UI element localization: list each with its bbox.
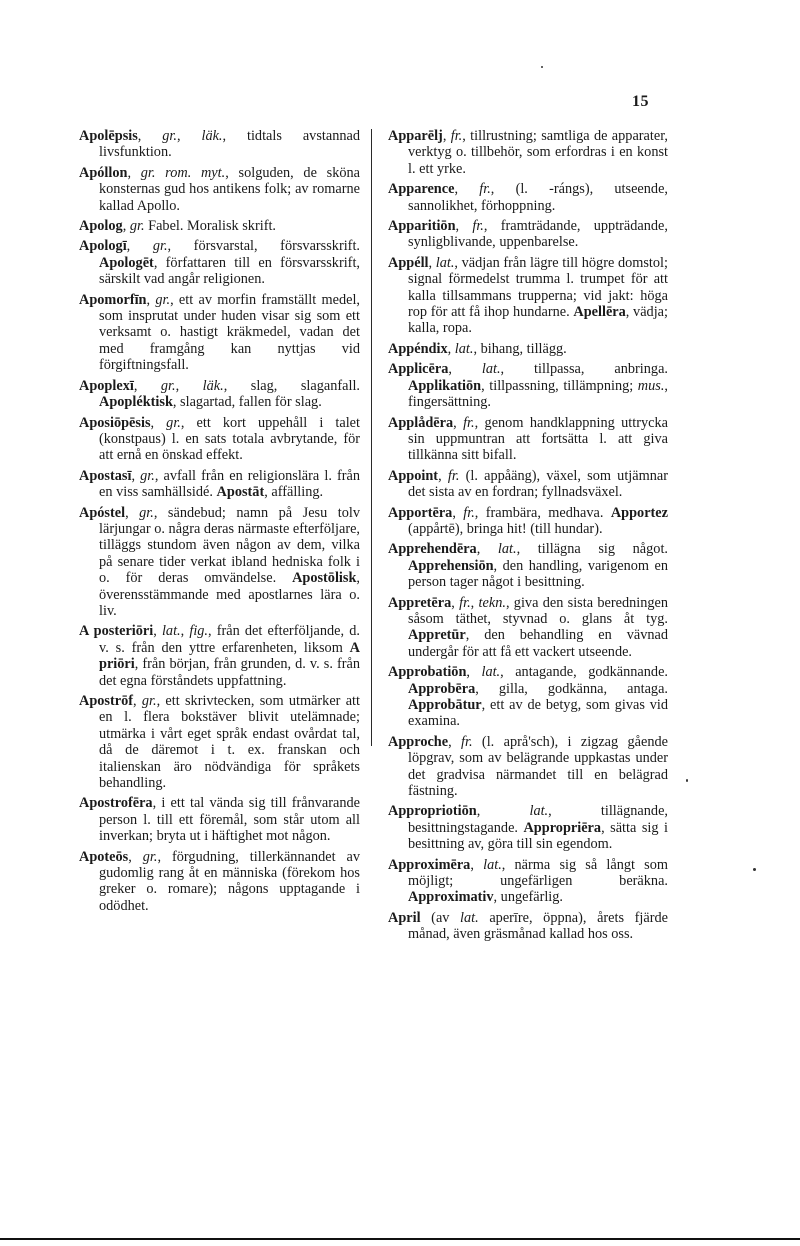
entry-text: , affälling.	[264, 484, 324, 501]
abbreviation: gr. rom. myt.	[140, 164, 226, 181]
entry-text: (l. appåäng), växel, som utjämnar det sista av en fordran; fyllnadsväxel.	[408, 467, 669, 501]
entry-text: , försvarstal, försvarsskrift.	[167, 238, 360, 255]
entry-text: ,	[153, 623, 162, 640]
entry-text: ,	[127, 164, 141, 181]
abbreviation: fr.	[447, 467, 460, 484]
headword: Apóllon	[79, 164, 128, 181]
abbreviation: lat.	[460, 909, 479, 926]
entry-text: ,	[448, 361, 482, 378]
abbreviation: fr.	[463, 504, 475, 521]
entry-text: , (l. -rángs), utseende, sannolikhet, förhoppning.	[408, 181, 668, 214]
abbreviation: gr.	[141, 693, 157, 709]
entry-text: , tillpassning, tillämpning;	[481, 377, 638, 394]
dictionary-entry	[79, 693, 360, 791]
dictionary-entry	[388, 361, 668, 410]
headword: Approximēra	[388, 856, 471, 873]
headword: Applicēra	[388, 361, 449, 378]
headword: Apóstel	[79, 504, 126, 521]
entry-text: , överensstämmande med apostlarnes lära o. liv.	[99, 570, 360, 619]
headword: Apparence	[388, 181, 455, 198]
entry-text: ,	[476, 541, 498, 558]
abbreviation: lat.	[454, 340, 474, 357]
entry-text: , närma sig så långt som möjligt; ungefärligen beräkna.	[408, 856, 668, 890]
entry-text: , slag, slaganfall.	[223, 377, 360, 394]
headword: Apprehendēra	[388, 541, 477, 558]
entry-text: ,	[122, 218, 130, 235]
entry-text: , tidtals avstannad livsfunktion.	[99, 128, 360, 161]
entry-text: , antagande, godkännande.	[500, 664, 668, 681]
entry-text: , ett kort uppehåll i talet (konstpaus) l. en sats totala avbrytande, för att ernå en önskad effekt.	[99, 414, 360, 464]
entry-text: , solguden, de sköna konsternas gud hos antikens folk; av romarne kallad Apollo.	[99, 164, 360, 214]
entry-text: , ett av morfin framställt medel, som insprutat under huden visar sig som ett verksamt o. hastigt kräkmedel, vadan det med framgång kan nyttjas vid förgiftningsfall.	[99, 291, 361, 374]
dictionary-entry	[79, 505, 360, 620]
entry-text: , ungefärlig.	[493, 889, 564, 906]
entry-text: ,	[451, 594, 460, 611]
entry-text: (appårtē), bringa hit! (till hundar).	[408, 520, 603, 537]
entry-text: , slagartad, fallen för slag.	[172, 394, 322, 411]
abbreviation: gr.	[140, 467, 155, 484]
dictionary-entry	[79, 378, 360, 411]
dictionary-entry	[79, 238, 360, 287]
dictionary-entry	[388, 541, 668, 590]
entry-text: ,	[448, 733, 462, 750]
headword: Apologēt	[99, 254, 154, 271]
headword: Apoplexī	[79, 377, 134, 394]
headword: Apolēpsis	[79, 128, 138, 144]
dictionary-entry	[388, 218, 668, 251]
entry-text: ,	[131, 467, 141, 484]
entry-text: , sändebud; namn på Jesu tolv lärjungar o. några deras närmaste efterföljare, tilläggs stundom även någon av dem, vilka på senare tider verkat ibland hedniska folk i o. för deras omvändelse.	[99, 504, 360, 587]
entry-text: ,	[466, 664, 482, 681]
headword: Apologī	[79, 238, 127, 255]
dictionary-entry	[79, 292, 360, 374]
headword: Apprehensiōn	[408, 557, 494, 574]
abbreviation: lat.	[483, 856, 502, 873]
abbreviation: fr.	[472, 218, 484, 235]
entry-text: ,	[150, 414, 167, 431]
dictionary-entry	[388, 341, 668, 357]
right-column	[388, 128, 668, 947]
headword: Apostasī	[79, 467, 132, 484]
abbreviation: tekn.	[478, 594, 506, 611]
entry-text: ,	[175, 377, 203, 394]
left-column	[79, 128, 360, 918]
entry-text: , förgudning, tillerkännandet av gudomlig rang åt en människa (förekom hos greker o. romare); någons upptagande i odödhet.	[99, 848, 360, 914]
scan-speck	[541, 66, 543, 68]
abbreviation: lat.	[435, 254, 455, 271]
headword: Appéll	[388, 254, 429, 271]
abbreviation: gr.	[139, 504, 154, 521]
entry-text: , den handling, varigenom en person tager något i besittning.	[408, 557, 668, 591]
entry-text: , i ett tal vända sig till frånvarande person l. till ett föremål, som står utom all inverkan; bryta ut i häftighet mot någon.	[99, 795, 360, 845]
headword: A posteriōri	[79, 623, 154, 640]
dictionary-entry	[388, 910, 668, 943]
entry-text: ,	[438, 467, 448, 484]
entry-text: ,	[126, 238, 153, 255]
entry-text: ,	[180, 623, 190, 640]
entry-text: ,	[128, 848, 143, 865]
entry-text: , frambära, medhava.	[474, 504, 611, 521]
abbreviation: gr.	[129, 218, 145, 235]
entry-text: , författaren till en försvarsskrift, särskilt vad angår religionen.	[99, 254, 360, 288]
abbreviation: gr.	[166, 414, 181, 431]
abbreviation: lat.	[529, 803, 549, 820]
entry-text: ,	[476, 803, 530, 820]
abbreviation: gr.	[152, 238, 168, 255]
entry-text: , ett skrivtecken, som utmärker att en l. flera bokstäver blivit utelämnade; utmärka i vårt eget språk endast ovårdat tal, då de däremot i t. ex. franskan och italienskan äro nödvändiga för språkets behandling.	[99, 693, 361, 792]
entry-text: , tillägna sig något.	[516, 541, 668, 558]
dictionary-entry	[388, 415, 668, 464]
headword: Appropriēra	[523, 819, 602, 836]
entry-text: ,	[454, 181, 480, 198]
abbreviation: fr.	[463, 414, 475, 431]
abbreviation: lat.	[497, 541, 517, 558]
headword: Apportēra	[388, 504, 453, 521]
dictionary-entry	[388, 128, 668, 177]
entry-text: aperīre, öppna), årets fjärde månad, även gräsmånad kallad hos oss.	[408, 909, 668, 943]
entry-text: , vädjan från lägre till högre domstol; signal förmedelst trumma l. trumpet för att kalla tillsammans trupperna; vid jakt: höga rop för att få ihop hundarne.	[408, 254, 668, 321]
dictionary-entry	[79, 795, 360, 844]
headword: Apostāt	[216, 484, 265, 501]
headword: Approbātur	[408, 697, 482, 713]
dictionary-entry	[79, 623, 360, 689]
headword: Approche	[388, 733, 449, 750]
headword: Apopléktisk	[99, 394, 173, 411]
dictionary-entry	[388, 505, 668, 538]
entry-text: , avfall från en religionslära l. från en viss samhällsidé.	[99, 467, 360, 501]
dictionary-entry	[79, 468, 360, 501]
headword: Apoteōs	[79, 848, 129, 865]
entry-text: ,	[125, 504, 140, 521]
abbreviation: gr.	[160, 377, 176, 394]
headword: Apostrōf	[79, 693, 134, 709]
abbreviation: fr.	[461, 733, 473, 750]
page-number: 15	[632, 93, 649, 110]
headword: Appretēra	[388, 594, 452, 611]
headword: Approbatiōn	[388, 664, 467, 681]
dictionary-entry	[388, 255, 668, 337]
headword: Approbēra	[408, 680, 476, 697]
abbreviation: gr.	[162, 128, 177, 144]
headword: Apellēra	[573, 304, 626, 321]
column-divider	[371, 129, 372, 746]
headword: Apostrofēra	[79, 795, 153, 812]
abbreviation: fr.	[450, 128, 463, 144]
entry-text: , den behandling en vävnad undergår för att få ett vackert utseende.	[408, 627, 668, 660]
dictionary-entry	[79, 165, 360, 214]
headword: Apparitiōn	[388, 218, 456, 235]
dictionary-entry	[79, 218, 360, 234]
dictionary-entry	[388, 803, 668, 852]
entry-text: , från det efterföljande, d. v. s. från den yttre erfarenheten, liksom	[99, 623, 360, 656]
entry-text: , från början, från grunden, d. v. s. från det egna förståndets uppfattning.	[99, 656, 360, 689]
entry-text: ,	[455, 218, 473, 235]
dictionary-entry	[388, 595, 668, 661]
dictionary-entry	[388, 181, 668, 214]
entry-text: ,	[133, 693, 142, 709]
dictionary-entry	[79, 415, 360, 464]
entry-text: ,	[470, 856, 484, 873]
entry-text: (av	[420, 909, 461, 926]
headword: Aposiōpēsis	[79, 414, 151, 431]
scan-speck	[753, 868, 756, 871]
scan-speck	[686, 779, 688, 782]
headword: Apolog	[79, 218, 123, 235]
abbreviation: lat.	[481, 664, 501, 681]
entry-text: ,	[137, 128, 163, 144]
headword: Apportez	[610, 504, 668, 521]
headword: Applikatiōn	[408, 377, 482, 394]
entry-text: , genom handklappning uttrycka sin uppmuntran att fortsätta l. att giva tillkänna sitt bifall.	[408, 414, 668, 464]
abbreviation: läk.	[202, 377, 224, 394]
entry-text: ,	[146, 291, 156, 308]
headword: Appretūr	[408, 627, 466, 644]
entry-text: , tillrustning; samtliga de apparater, verktyg o. tillbehör, som erfordras i en konst l. ett yrke.	[408, 128, 668, 177]
abbreviation: gr.	[142, 848, 158, 865]
abbreviation: läk.	[201, 128, 223, 144]
abbreviation: lat.	[481, 361, 501, 378]
entry-text: , tillägnande, besittningstagande.	[408, 803, 668, 836]
abbreviation: fr.	[479, 181, 491, 198]
abbreviation: fig.	[189, 623, 209, 640]
headword: Appéndix	[388, 340, 448, 357]
entry-text: , bihang, tillägg.	[473, 340, 567, 357]
entry-text: Fabel. Moralisk skrift.	[144, 218, 276, 235]
entry-text: , giva den sista beredningen såsom täthet, styvnad o. glans åt tyg.	[408, 594, 668, 627]
entry-text: ,	[447, 340, 455, 357]
entry-text: , gilla, godkänna, antaga.	[475, 680, 668, 697]
abbreviation: fr.	[459, 594, 471, 611]
dictionary-entry	[79, 128, 360, 161]
headword: Apomorfīn	[79, 291, 147, 308]
entry-text: ,	[133, 377, 161, 394]
headword: Approximativ	[408, 889, 494, 906]
headword: A priōri	[99, 639, 360, 673]
entry-text: ,	[428, 254, 436, 271]
scan-edge-rule	[0, 1238, 800, 1240]
headword: Appropriotiōn	[388, 803, 477, 820]
entry-text: , ett av de betyg, som givas vid examina.	[408, 697, 668, 730]
headword: April	[388, 909, 421, 926]
entry-text: , tillpassa, anbringa.	[500, 361, 669, 378]
headword: Apostōlisk	[292, 570, 357, 587]
entry-text: ,	[452, 504, 464, 521]
headword: Appoint	[388, 467, 439, 484]
entry-text: , framträdande, uppträdande, synligblivande, uppenbarelse.	[408, 218, 668, 251]
dictionary-entry	[388, 857, 668, 906]
entry-text: ,	[470, 594, 479, 611]
entry-text: , fingersättning.	[408, 377, 668, 411]
headword: Applådēra	[388, 414, 454, 431]
dictionary-entry	[388, 468, 668, 501]
entry-text: ,	[453, 414, 464, 431]
abbreviation: gr.	[155, 291, 171, 308]
entry-text: ,	[442, 128, 451, 144]
entry-text: ,	[176, 128, 202, 144]
abbreviation: mus.	[637, 377, 665, 394]
entry-text: (l. aprå'sch), i zigzag gående löpgrav, som av belägrande uppkastas under det gradvisa närmandet till en belägrad fästning.	[408, 733, 668, 800]
entry-text: , vädja; kalla, ropa.	[408, 304, 668, 337]
dictionary-entry	[388, 734, 668, 800]
dictionary-entry	[388, 664, 668, 730]
dictionary-entry	[79, 849, 360, 915]
headword: Apparēlj	[388, 128, 443, 144]
entry-text: , sätta sig i besittning av, göra till sin egendom.	[408, 819, 668, 853]
abbreviation: lat.	[161, 623, 181, 640]
